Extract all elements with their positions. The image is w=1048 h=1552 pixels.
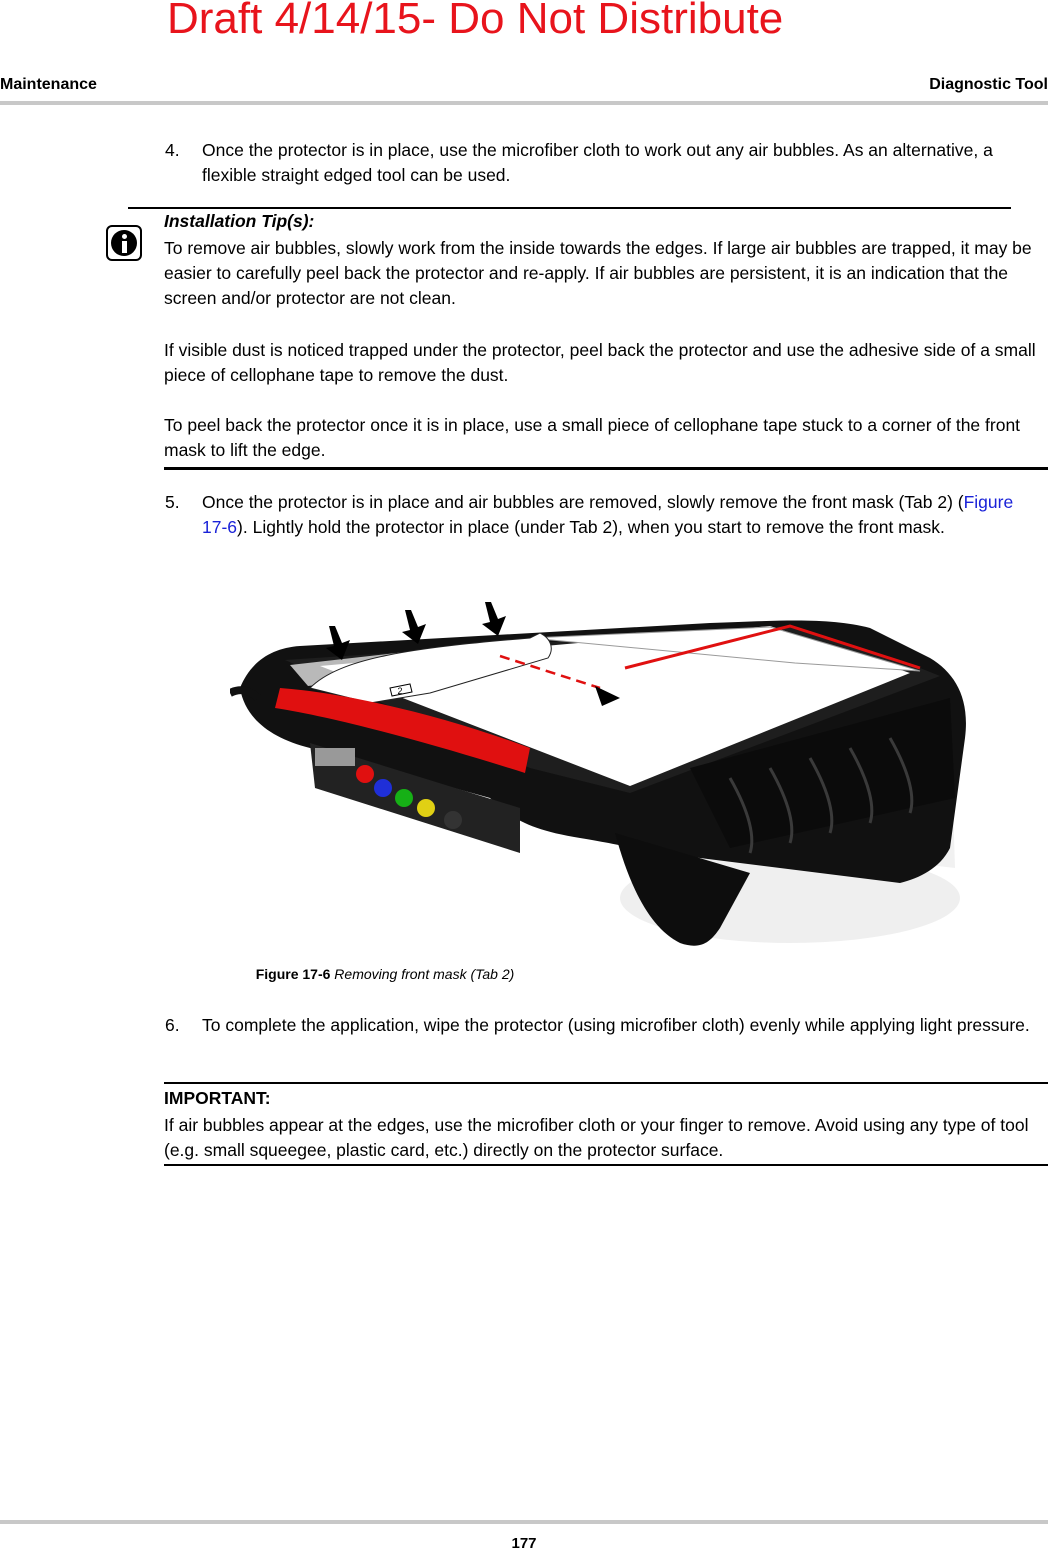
- step-5: [165, 490, 1035, 540]
- tip-paragraph-3: To peel back the protector once it is in place, use a small piece of cellophane tape stuck to a corner of the front mask to lift the edge.: [164, 415, 1021, 460]
- header-rule: [0, 101, 1048, 105]
- tip-paragraph-2: If visible dust is noticed trapped under the protector, peel back the protector and use the adhesive side of a small piece of cellophane tape to remove the dust.: [164, 340, 1036, 385]
- figure-link[interactable]: Figure 17-6: [202, 492, 1014, 537]
- important-title: IMPORTANT:: [164, 1088, 271, 1108]
- step-number: 5.: [165, 492, 180, 512]
- tab-label: 2: [397, 686, 403, 696]
- tip-top-rule: [128, 207, 1011, 209]
- step-text: Once the protector is in place, use the microfiber cloth to work out any air bubbles. As an alternative, a flexible straight edged tool can be used.: [202, 140, 993, 185]
- header-product: Diagnostic Tool: [929, 76, 1048, 93]
- important-top-rule: [164, 1082, 1048, 1084]
- step-4: [165, 138, 1035, 188]
- info-icon: [106, 225, 142, 261]
- yellow-port: [417, 799, 435, 817]
- header-section: Maintenance: [0, 76, 97, 93]
- blue-port: [374, 779, 392, 797]
- tablet-figure: [230, 598, 968, 960]
- tip-title: Installation Tip(s):: [164, 211, 315, 231]
- step-number: 6.: [165, 1015, 180, 1035]
- black-port: [444, 811, 462, 829]
- tip-bottom-rule: [164, 467, 1048, 470]
- down-arrow-2: [402, 610, 426, 644]
- page-number: 177: [511, 1535, 537, 1552]
- down-arrow-3: [482, 602, 506, 636]
- step-number: 4.: [165, 140, 180, 160]
- step-text: Once the protector is in place and air bubbles are removed, slowly remove the front mask (Tab 2) (Figure 17-6). Lightly hold the protector in place (under Tab 2), when you start to remove the front mask.: [202, 492, 1014, 537]
- red-port: [356, 765, 374, 783]
- green-port: [395, 789, 413, 807]
- connector: [315, 748, 355, 766]
- step-6: [165, 1013, 1035, 1038]
- draft-watermark: Draft 4/14/15- Do Not Distribute: [167, 0, 784, 43]
- tip-paragraph-1: To remove air bubbles, slowly work from the inside towards the edges. If large air bubbles are trapped, it may be easier to carefully peel back the protector and re-apply. If air bubbles are persistent, it is an indication that the screen and/or protector are not clean.: [164, 238, 1032, 308]
- important-text: If air bubbles appear at the edges, use the microfiber cloth or your finger to remove. Avoid using any type of tool (e.g. small squeegee, plastic card, etc.) directly on the protector surface.: [164, 1115, 1029, 1160]
- important-bottom-rule: [164, 1164, 1048, 1166]
- footer-rule: [0, 1520, 1048, 1524]
- step-text: To complete the application, wipe the protector (using microfiber cloth) evenly while applying light pressure.: [202, 1015, 1030, 1035]
- figure-caption: Figure 17-6 Removing front mask (Tab 2): [255, 966, 515, 982]
